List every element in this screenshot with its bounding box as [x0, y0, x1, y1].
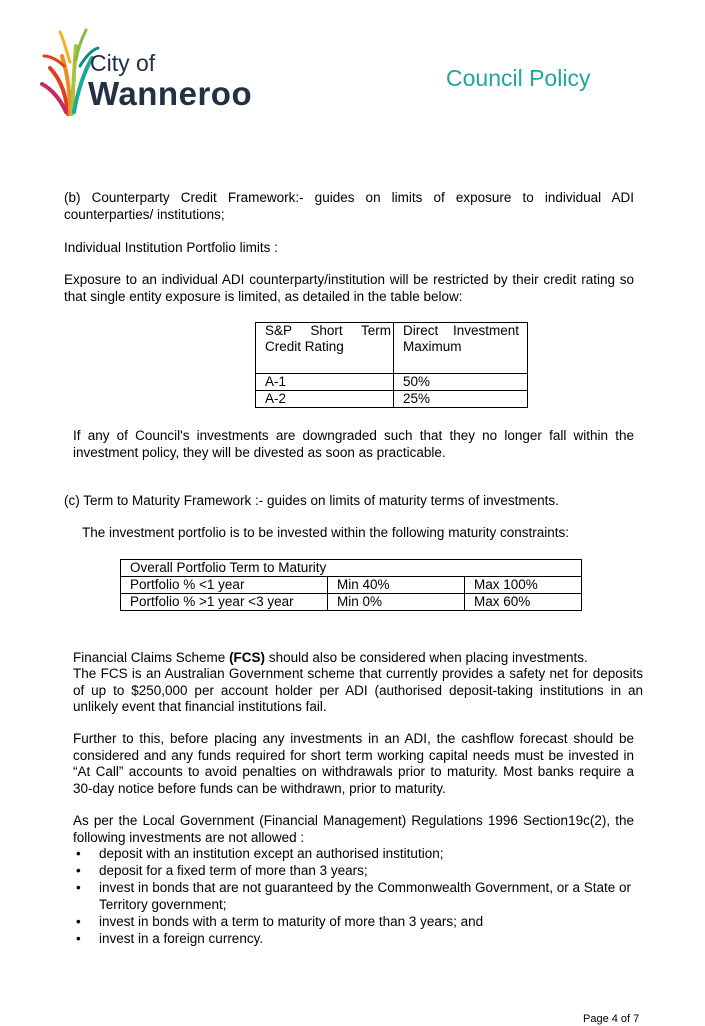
- bullet-icon: •: [76, 863, 81, 878]
- credit-rating-table: [255, 322, 528, 408]
- logo-text-wanneroo: Wanneroo: [88, 75, 253, 112]
- fcs-line-text-end: should also be considered when placing investments.: [265, 650, 588, 665]
- table-header-cell: S&P Short Term Credit Rating: [256, 323, 394, 374]
- section-b-subheading: Individual Institution Portfolio limits :: [64, 240, 278, 255]
- table-cell: A-1: [256, 374, 394, 391]
- section-c-heading: (c) Term to Maturity Framework :- guides on limits of maturity terms of investments.: [64, 493, 559, 508]
- page-number: Page 4 of 7: [583, 1013, 640, 1025]
- list-item-text: deposit with an institution except an authorised institution;: [99, 846, 444, 861]
- bullet-icon: •: [76, 846, 81, 861]
- fcs-line-text: Financial Claims Scheme: [73, 650, 230, 665]
- table-header-cell: Direct Investment Maximum: [394, 323, 528, 374]
- table-row: [256, 391, 528, 408]
- list-item: [73, 862, 643, 879]
- list-item-text: deposit for a fixed term of more than 3 years;: [99, 863, 368, 878]
- table-cell: Portfolio % <1 year: [121, 577, 328, 594]
- table-row: [121, 577, 582, 594]
- downgrade-paragraph: If any of Council's investments are downgraded such that they no longer fall within the investment policy, they will be divested as soon as practicable.: [73, 428, 634, 460]
- list-item-text: invest in bonds that are not guaranteed by the Commonwealth Government, or a State or Territory government;: [99, 880, 632, 912]
- table-cell: Max 100%: [465, 577, 582, 594]
- regulations-intro: As per the Local Government (Financial Management) Regulations 1996 Section19c(2), the following investments are not allowed :: [73, 813, 634, 845]
- maturity-table: [120, 559, 582, 611]
- further-paragraph: Further to this, before placing any investments in an ADI, the cashflow forecast should be considered and any funds required for short term working capital needs must be invested in “At Call” accounts to avoid penalties on withdrawals prior to maturity. Most banks require a 30-day notice before funds can be withdrawn, prior to maturity.: [73, 731, 634, 796]
- fcs-body: The FCS is an Australian Government scheme that currently provides a safety net for deposits of up to $250,000 per account holder per ADI (authorised deposit-taking institutions in an unlikely event that financial institutions fail.: [73, 666, 643, 715]
- not-allowed-list: [73, 845, 643, 947]
- bullet-icon: •: [76, 914, 81, 929]
- table-cell: Portfolio % >1 year <3 year: [121, 594, 328, 611]
- bullet-icon: •: [76, 931, 81, 946]
- logo-text-city-of: City of: [90, 50, 156, 76]
- table-cell: 50%: [394, 374, 528, 391]
- list-item: [73, 913, 643, 930]
- table-cell: 25%: [394, 391, 528, 408]
- section-c-intro: The investment portfolio is to be invested within the following maturity constraints:: [82, 525, 569, 540]
- table-cell: Min 0%: [328, 594, 465, 611]
- list-item: [73, 845, 643, 862]
- table-cell: A-2: [256, 391, 394, 408]
- table-row: [121, 594, 582, 611]
- table-cell: Max 60%: [465, 594, 582, 611]
- table-cell: Min 40%: [328, 577, 465, 594]
- list-item-text: invest in a foreign currency.: [99, 931, 264, 946]
- table-row: [256, 374, 528, 391]
- section-b-body: Exposure to an individual ADI counterparty/institution will be restricted by their credit rating so that single entity exposure is limited, as detailed in the table below:: [64, 272, 634, 304]
- page-title: Council Policy: [446, 65, 591, 91]
- table-title-cell: Overall Portfolio Term to Maturity: [121, 560, 582, 577]
- list-item: [73, 879, 643, 913]
- table-header-row: [121, 560, 582, 577]
- list-item: [73, 930, 643, 947]
- list-item-text: invest in bonds with a term to maturity of more than 3 years; and: [99, 914, 484, 929]
- fcs-line: [73, 650, 643, 667]
- section-b-heading: (b) Counterparty Credit Framework:- guides on limits of exposure to individual ADI counterparties/ institutions;: [64, 190, 634, 222]
- fcs-bold-term: (FCS): [229, 650, 266, 665]
- bullet-icon: •: [76, 880, 81, 895]
- table-header-row: [256, 323, 528, 374]
